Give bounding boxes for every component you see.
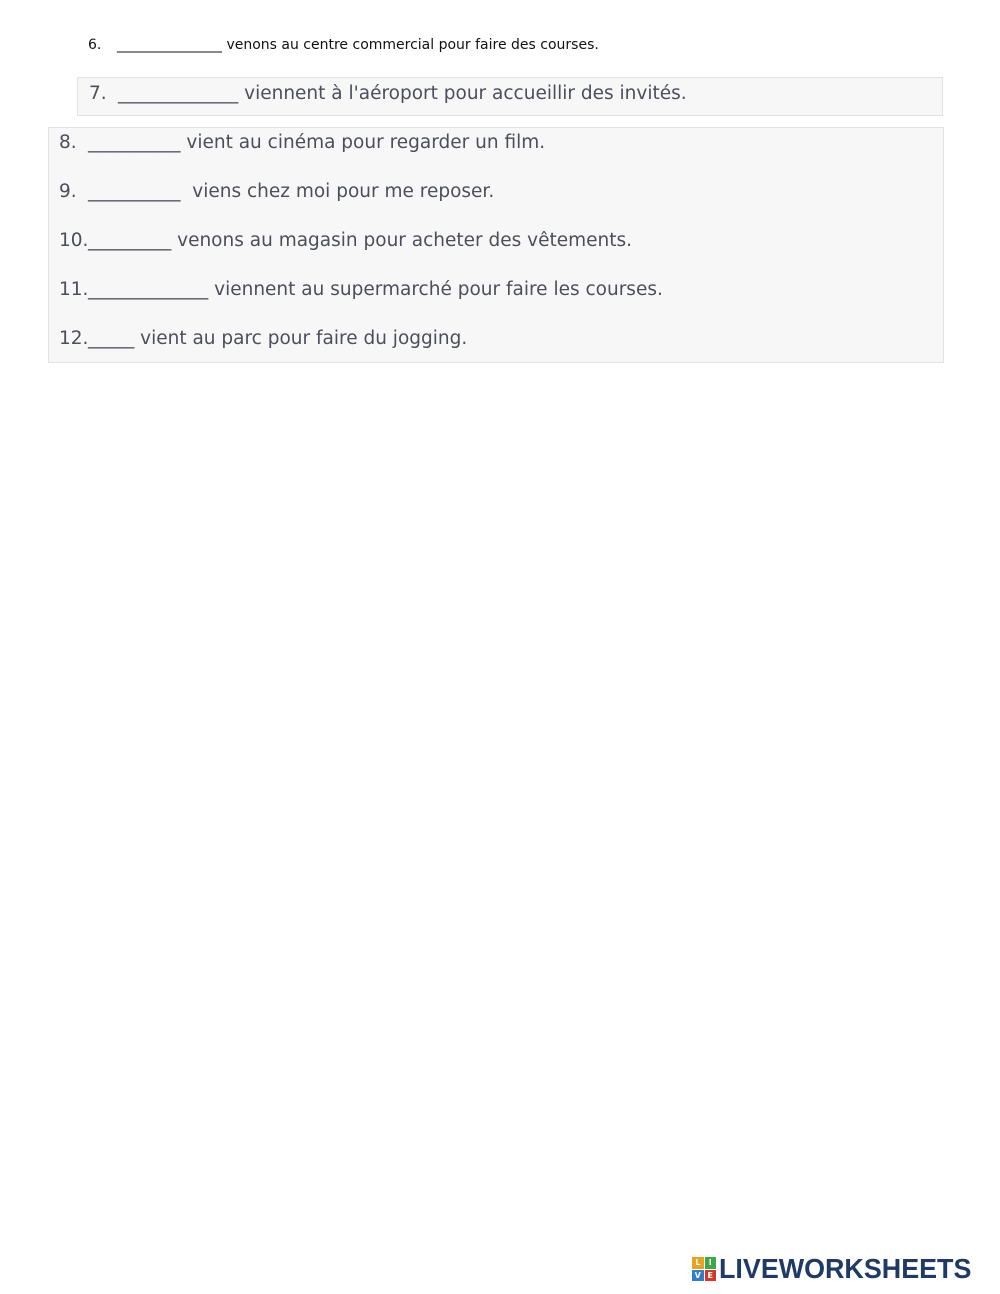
exercise-item-9 (59, 181, 494, 202)
exercise-box-item-7 (77, 77, 943, 116)
item-sentence[interactable]: _____________ viennent à l'aéroport pour accueillir des invités. (118, 83, 687, 104)
item-number: 12. (59, 328, 89, 349)
exercise-item-6 (88, 37, 599, 53)
item-sentence[interactable]: _________ venons au magasin pour acheter des vêtements. (88, 230, 633, 251)
item-number: 8. (59, 132, 77, 153)
exercise-item-8 (59, 132, 545, 153)
exercise-item-7 (89, 83, 687, 104)
logo-tile: V (692, 1270, 704, 1282)
item-sentence[interactable]: _____ vient au parc pour faire du jogging. (88, 328, 468, 349)
logo-tile: I (705, 1257, 717, 1269)
exercise-box-items-8-12 (48, 127, 944, 363)
item-number: 11. (59, 279, 89, 300)
item-number: 10. (59, 230, 89, 251)
liveworksheets-logo (692, 1254, 982, 1284)
exercise-item-10 (59, 230, 632, 251)
exercise-item-11 (59, 279, 663, 300)
item-number: 6. (88, 37, 102, 53)
logo-mark-icon (692, 1257, 716, 1281)
item-number: 7. (89, 83, 107, 104)
item-number: 9. (59, 181, 77, 202)
item-sentence[interactable]: _______________ venons au centre commercial pour faire des courses. (117, 37, 599, 53)
item-sentence[interactable]: __________ vient au cinéma pour regarder un film. (88, 132, 546, 153)
exercise-item-12 (59, 328, 467, 349)
item-sentence[interactable]: _____________ viennent au supermarché pour faire les courses. (88, 279, 663, 300)
logo-wordmark: LIVEWORKSHEETS (719, 1253, 972, 1284)
logo-tile: E (705, 1270, 717, 1282)
logo-tile: L (692, 1257, 704, 1269)
item-sentence[interactable]: __________ viens chez moi pour me reposer. (88, 181, 495, 202)
